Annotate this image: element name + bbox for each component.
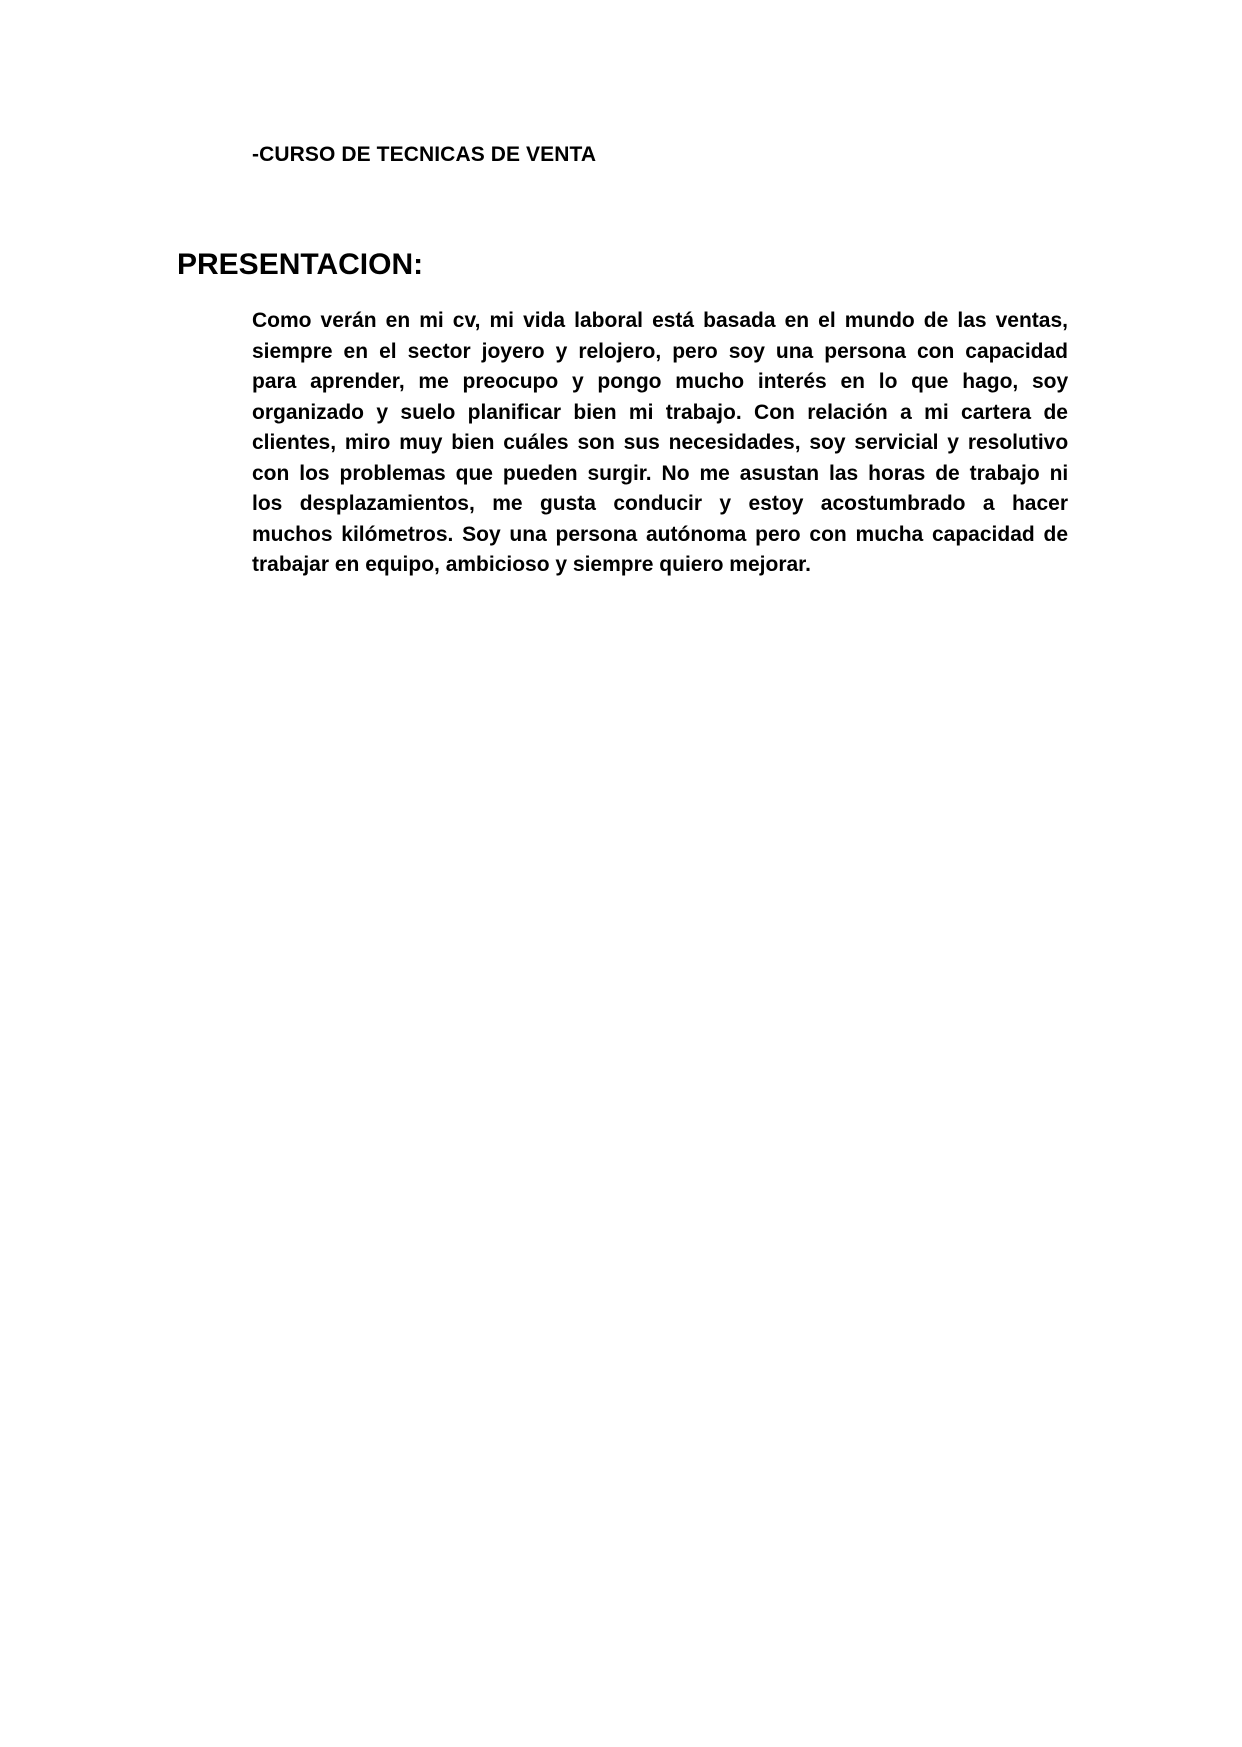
paragraph-line: Como verán en mi cv, mi vida laboral está basada en el mundo de las ventas, — [252, 309, 1068, 332]
paragraph-line: muchos kilómetros. Soy una persona autónoma pero con mucha capacidad de — [252, 522, 1068, 546]
paragraph-line: para aprender, me preocupo y pongo mucho interés en lo que hago, soy — [252, 370, 1069, 393]
paragraph-line: siempre en el sector joyero y relojero, pero soy una persona con capacidad — [252, 339, 1068, 363]
paragraph-line: los desplazamientos, me gusta conducir y estoy acostumbrado a hacer — [252, 492, 1068, 515]
paragraph-line: clientes, miro muy bien cuáles son sus necesidades, soy servicial y resolutivo — [252, 431, 1069, 454]
paragraph-line: trabajar en equipo, ambicioso y siempre quiero mejorar. — [252, 553, 812, 576]
presentation-paragraph — [252, 306, 1068, 581]
paragraph-line: con los problemas que pueden surgir. No me asustan las horas de trabajo ni — [252, 461, 1069, 485]
course-line: -CURSO DE TECNICAS DE VENTA — [252, 143, 597, 166]
paragraph-line: organizado y suelo planificar bien mi trabajo. Con relación a mi cartera de — [252, 400, 1068, 424]
section-heading: PRESENTACION: — [177, 248, 424, 281]
